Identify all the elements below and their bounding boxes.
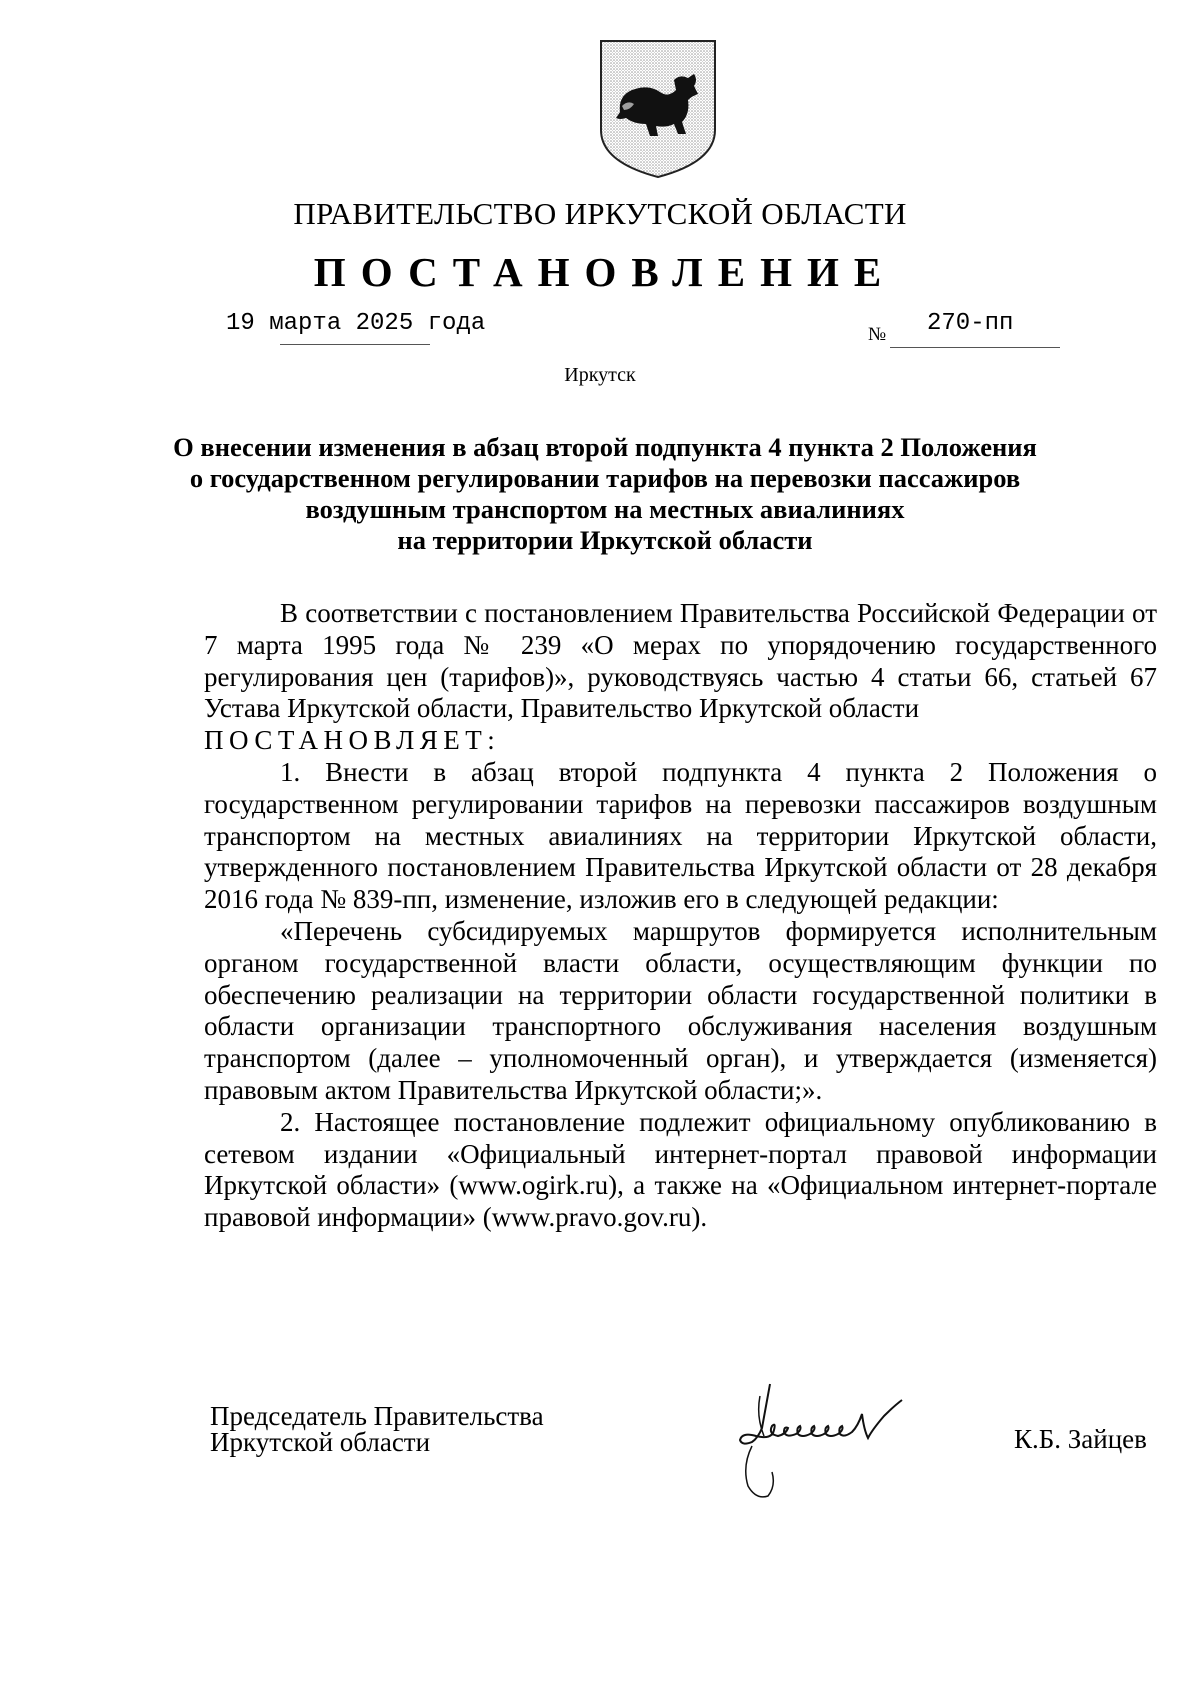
quoted-text-paragraph: «Перечень субсидируемых маршрутов формируется исполнительным органом государственной власти области, осуществляющим функции по обеспечению реализации на территории области государственной политики в области организации транспортного обслуживания населения воздушным транспортом (далее – уполномоченный орган), и утверждается (изменяется) правовым актом Правительства Иркутской области;».	[204, 915, 1157, 1105]
item-1-paragraph: 1. Внести в абзац второй подпункта 4 пункта 2 Положения о государственном регулировании тарифов на перевозки пассажиров воздушным транспортом на местных авиалиниях на территории Иркутской области, утвержденного постановлением Правительства Иркутской области от 28 декабря 2016 года № 839-пп, изменение, изложив его в следующей редакции:	[204, 756, 1157, 915]
document-body	[204, 598, 1157, 1234]
document-number: 270-пп	[927, 310, 1014, 337]
city: Иркутск	[564, 364, 636, 386]
heading-line: о государственном регулировании тарифов на перевозки пассажиров	[189, 463, 1021, 493]
number-underline	[890, 347, 1060, 348]
government-name: ПРАВИТЕЛЬСТВО ИРКУТСКОЙ ОБЛАСТИ	[293, 196, 907, 231]
handwritten-signature	[712, 1376, 1002, 1526]
document-heading	[130, 432, 1080, 556]
signatory-position	[210, 1403, 544, 1455]
heading-line: воздушным транспортом на местных авиалиниях	[305, 494, 905, 524]
date-underline	[280, 344, 430, 345]
heading-line: О внесении изменения в абзац второй подпункта 4 пункта 2 Положения	[173, 432, 1037, 462]
decree-word: ПОСТАНОВЛЯЕТ:	[204, 725, 501, 756]
position-line: Иркутской области	[210, 1427, 431, 1457]
position-line: Председатель Правительства	[210, 1401, 544, 1431]
preamble-paragraph: В соответствии с постановлением Правительства Российской Федерации от 7 марта 1995 года № 239 «О мерах по упорядочению государственного регулирования цен (тарифов)», руководствуясь частью 4 статьи 66, статьей 67 Устава Иркутской области, Правительство Иркутской области	[204, 598, 1157, 724]
document-type: ПОСТАНОВЛЕНИЕ	[313, 249, 897, 295]
heading-line: на территории Иркутской области	[397, 525, 813, 555]
signatory-name: К.Б. Зайцев	[1014, 1424, 1147, 1454]
number-label: №	[868, 324, 887, 345]
coat-of-arms-icon	[598, 38, 718, 180]
item-2-paragraph: 2. Настоящее постановление подлежит официальному опубликованию в сетевом издании «Официальный интернет-портал правовой информации Иркутской области» (www.ogirk.ru), а также на «Официальном интернет-портале правовой информации» (www.pravo.gov.ru).	[204, 1106, 1157, 1233]
document-date: 19 марта 2025 года	[226, 310, 486, 337]
